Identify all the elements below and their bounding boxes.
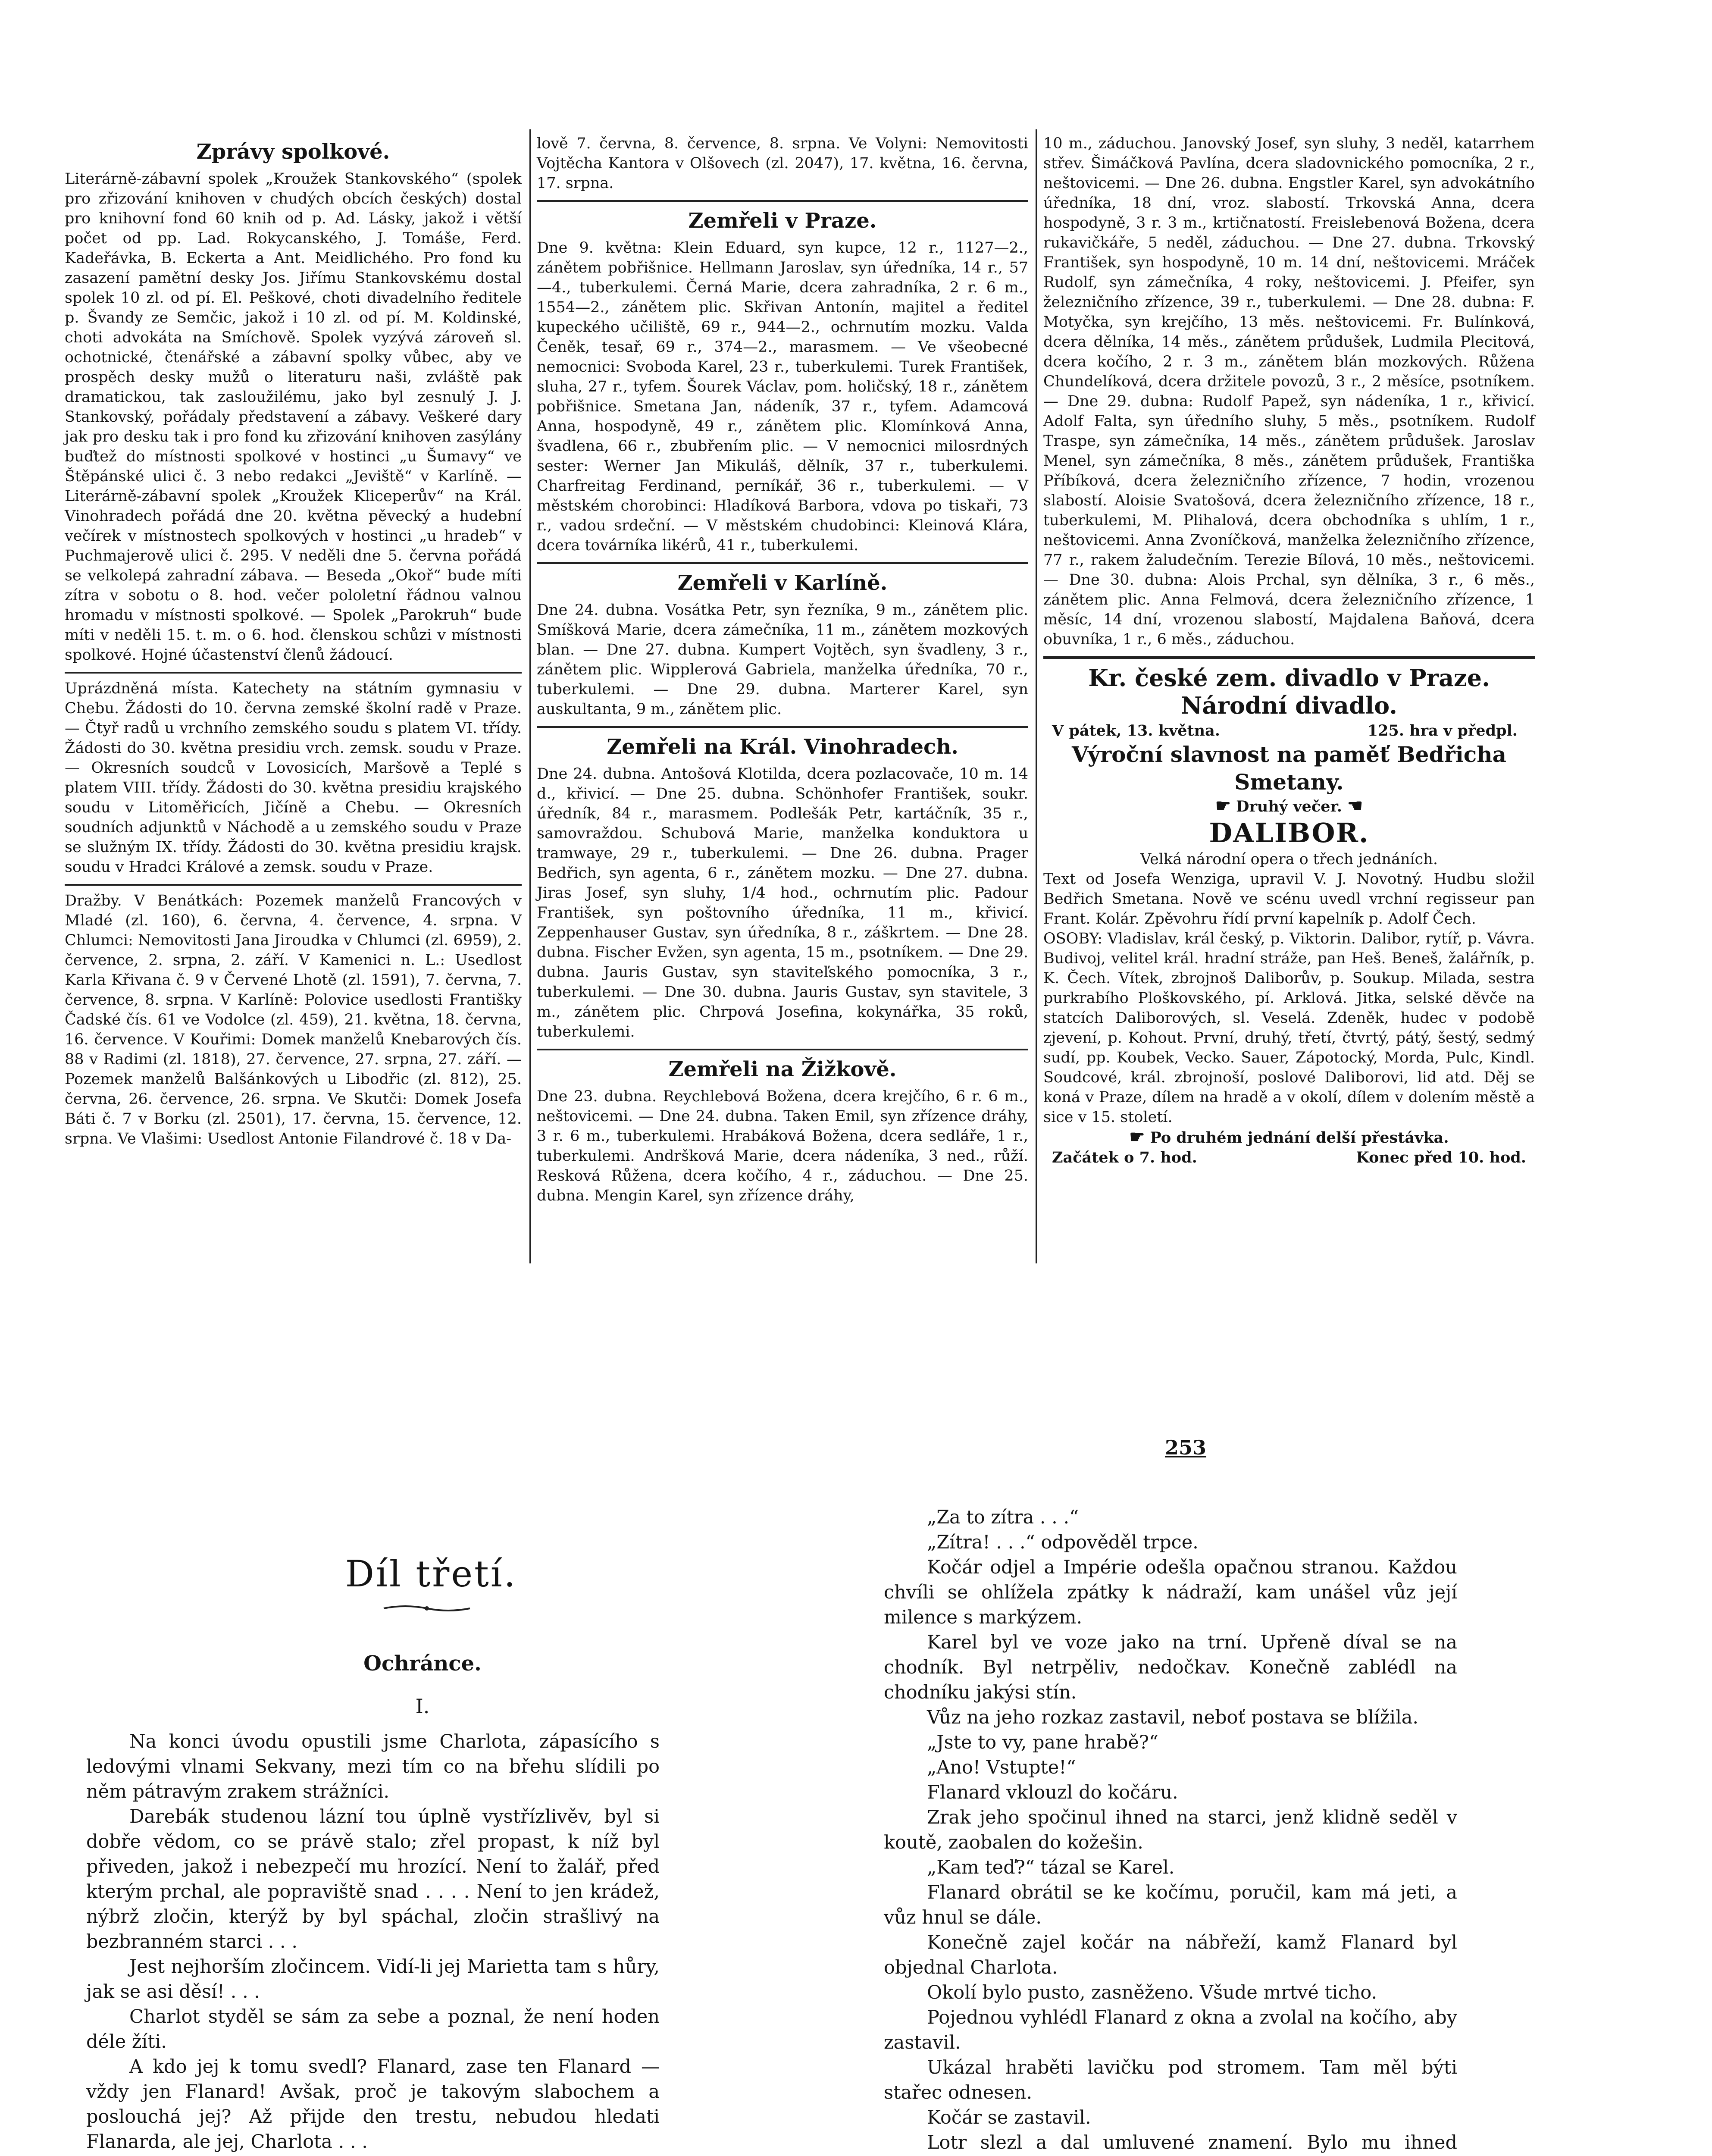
theatre-note-row	[1043, 1127, 1535, 1148]
theatre-heading: Kr. české zem. divadlo v Praze.	[1088, 664, 1490, 692]
novel-paragraph: Flanard obrátil se ke kočímu, poručil, kam má jeti, a vůz hnul se dále.	[884, 1882, 1457, 1928]
page-number: 253	[1164, 1436, 1207, 1459]
col2-heading-praha: Zemřeli v Praze.	[688, 209, 877, 233]
col1-auctions-text: Dražby. V Benátkách: Pozemek manželů Francových v Mladé (zl. 160), 6. června, 4. července, 4. srpna. V Chlumci: Nemovitosti Jana Jiroudka v Chlumci (zl. 6959), 2. července, 2. srpna, 2. září. V Kamenici n. L.: Usedlost Karla Křivana č. 9 v Červené Lhotě (zl. 1591), 7. června, 7. července, 8. srpna. V Karlíně: Polovice usedlosti Františky Čadské čís. 61 ve Vodolce (zl. 459), 21. května, 18. června, 16. července. V Kouřimi: Domek manželů Knebarových čís. 88 v Radimi (zl. 1818), 27. července, 27. srpna, 27. září. — Pozemek manželů Balšánkových u Libodřic (zl. 812), 25. června, 26. července, 26. srpna. Ve Skutči: Domek Josefa Báti č. 7 v Borku (zl. 2501), 17. června, 15. července, 12. srpna. Ve Vlašimi: Usedlost Antonie Filandrové č. 18 v Da-	[65, 892, 522, 1147]
novel-paragraph: Pojednou vyhlédl Flanard z okna a zvolal na kočího, aby zastavil.	[884, 2007, 1457, 2053]
novel-paragraph: Jest nejhorším zločincem. Vidí-li jej Marietta tam s hůry, jak se asi děsí! . . .	[86, 1956, 660, 2002]
col1-rule-2	[65, 884, 522, 886]
col3-rule-1	[1043, 656, 1535, 659]
col2-heading-vinohrady: Zemřeli na Král. Vinohradech.	[607, 735, 958, 759]
pointing-hand-icon: ☛	[1129, 1127, 1145, 1147]
col2-heading-zizkov: Zemřeli na Žižkově.	[668, 1057, 897, 1081]
col1-heading: Zprávy spolkové.	[196, 140, 390, 164]
theatre-evening: Druhý večer.	[1236, 798, 1342, 815]
column-2	[537, 134, 1028, 1206]
theatre-date-row	[1043, 719, 1535, 741]
col1-rule-1	[65, 672, 522, 674]
novel-paragraph: Flanard vklouzl do kočáru.	[927, 1782, 1178, 1803]
novel-left-column	[86, 1729, 660, 2156]
novel-paragraph: Lotr slezl a dal umluvené znamení. Bylo mu ihned	[927, 2132, 1457, 2153]
novel-paragraph: Vůz na jeho rozkaz zastavil, neboť postava se blížila.	[927, 1707, 1419, 1728]
theatre-times-row	[1043, 1148, 1535, 1168]
col1-vacancies-text: Uprázdněná místa. Katechety na státním gymnasiu v Chebu. Žádosti do 10. června zemské školní radě v Praze. — Čtyř radů u vrchního zemského soudu s platem VI. třídy. Žádosti do 30. května presidiu vrch. zemsk. soudu v Praze. — Okresních soudců v Lovosicích, Maršově a Teplé s platem VIII. třídy. Žádosti do 30. května presidiu krajského soudu v Litoměřicích, Jičíně a Chebu. — Okresních soudních adjunktů v Náchodě a u zemského soudu v Praze se služným IX. třídy. Žádosti do 30. května presidiu krajsk. soudu v Hradci Králové a zemsk. soudu v Praze.	[65, 680, 522, 876]
novel-paragraph: A kdo jej k tomu svedl? Flanard, zase ten Flanard — vždy jen Flanard! Avšak, proč je takovým slabochem a poslouchá jej? Až přijde den trestu, nebudou hledati Flanarda, ale jej, Charlota . . .	[86, 2056, 660, 2153]
novel-right-column	[884, 1505, 1457, 2156]
theatre-opera-title: DALIBOR.	[1209, 817, 1369, 849]
novel-paragraph: Kočár odjel a Impérie odešla opačnou stranou. Každou chvíli se ohlížela zpátky k nádraží, kam unášel vůz její milence s markýzem.	[884, 1557, 1457, 1628]
novel-paragraph: „Kam teď?“ tázal se Karel.	[927, 1857, 1175, 1878]
ornament-divider	[379, 1604, 474, 1613]
col2-auctions-cont: lově 7. června, 8. července, 8. srpna. Ve Volyni: Nemovitosti Vojtěcha Kantora v Olšovech (zl. 2047), 17. května, 16. června, 17. srpna.	[537, 135, 1028, 192]
novel-paragraph: „Zítra! . . .“ odpověděl trpce.	[927, 1532, 1199, 1553]
column-1	[65, 134, 522, 1149]
theatre-performance-number: 125. hra v předpl.	[1367, 722, 1518, 740]
pointing-hand-left-icon: ☚	[1347, 796, 1363, 816]
novel-paragraph: Okolí bylo pusto, zasněženo. Všude mrtvé ticho.	[927, 1982, 1377, 2003]
col3-deaths-cont: 10 m., záduchou. Janovský Josef, syn sluhy, 3 neděl, katarrhem střev. Šimáčková Pavlína, dcera sladovnického pomocníka, 2 r., neštovicemi. — Dne 26. dubna. Engstler Karel, syn advokátního úředníka, 18 dní, vroz. slabostí. Trkovská Anna, dcera hospodyně, 3 r. 3 m., krtičnatostí. Freislebenová Božena, dcera rukavičkáře, 5 neděl, záduchou. — Dne 27. dubna. Trkovský František, syn hospodyně, 10 m. 14 dní, neštovicemi. Mráček Rudolf, syn zámečníka, 4 roky, neštovicemi. J. Pfeifer, syn železničního zřízence, 39 r., tuberkulemi. — Dne 28. dubna: F. Motyčka, syn krejčího, 13 měs. neštovicemi. Fr. Bulínková, dcera dělníka, 14 měs., zánětem průdušek, Ludmila Plecitová, dcera kočího, 2 r. 3 m., zánětem blán mozkových. Růžena Chundelíková, dcera držitele povozů, 3 r., 2 měsíce, psotníkem. — Dne 29. dubna: Rudolf Papež, syn nádeníka, 1 r., křivicí. Adolf Falta, syn úředního sluhy, 5 měs., psotníkem. Rudolf Traspe, syn zámečníka, 14 měs., zánětem průdušek. Jaroslav Menel, syn zámečníka, 8 měs., zánětem průdušek, Františka Příbíková, dcera železničního zřízence, 7 hodin, vrozenou slabostí. Aloisie Svatošová, dcera železničního zřízence, 18 r., tuberkulemi, M. Plihalová, dcera obchodníka s uhlím, 1 r., neštovicemi. Anna Zvoníčková, manželka železničního zřízence, 77 r., rakem žaludečním. Terezie Bílová, 10 měs., neštovicemi. — Dne 30. dubna: Alois Prchal, syn dělníka, 3 r., 6 měs., zánětem plic. Anna Felmová, dcera železničního zřízence, 1 měsíc, 14 dní, vrozenou slabostí, Majdalena Baňová, dcera obuvníka, 1 r., 6 měs., záduchou.	[1043, 135, 1535, 648]
chapter-number: I.	[415, 1695, 430, 1718]
novel-paragraph: Kočár se zastavil.	[927, 2107, 1091, 2128]
novel-paragraph: Darebák studenou lázní tou úplně vystřízlivěv, byl si dobře vědom, co se právě stalo; zřel propast, k níž byl přiveden, jakož i nebezpečí mu hrozící. Není to žalář, před kterým prchal, ale popraviště snad . . . . Není to jen krádež, nýbrž zločin, kterýž by byl spáchal, zločin strašlivý na bezbranném starci . . .	[86, 1806, 660, 1952]
col2-deaths-zizkov: Dne 23. dubna. Reychlebová Božena, dcera krejčího, 6 r. 6 m., neštovicemi. — Dne 24. dubna. Taken Emil, syn zřízence dráhy, 3 r. 6 m., tuberkulemi. Hrabáková Božena, dcera sedláře, 1 r., tuberkulemi. Andršková Marie, dcera nádeníka, 3 ned., růží. Resková Růžena, dcera kočího, 4 r., záduchou. — Dne 25. dubna. Mengin Karel, syn zřízence dráhy,	[537, 1088, 1028, 1204]
column-divider-2	[1036, 129, 1037, 1263]
col2-heading-karlin: Zemřeli v Karlíně.	[677, 571, 888, 595]
novel-paragraph: „Ano! Vstupte!“	[927, 1757, 1076, 1778]
novel-paragraph: Zrak jeho spočinul ihned na starci, jenž klidně seděl v koutě, zaobalen do kožešin.	[884, 1807, 1457, 1853]
col2-rule-3	[537, 726, 1028, 728]
column-divider-1	[529, 129, 531, 1263]
novel-paragraph: „Jste to vy, pane hrabě?“	[927, 1732, 1158, 1753]
novel-paragraph: Charlot styděl se sám za sebe a poznal, že není hoden déle žíti.	[86, 2006, 660, 2053]
col1-clubs-text: Literárně-zábavní spolek „Kroužek Stankovského“ (spolek pro zřizování knihoven v chudých obcích českých) dostal pro knihovní fond 60 knih od p. Ad. Lásky, jakož i větší počet od pp. Lad. Rokycanského, J. Tomáše, Ferd. Kadeřávka, B. Eckerta a Ant. Meidlichého. Pro fond ku zasazení pamětní desky Jos. Jiřímu Stankovskému dostal spolek 10 zl. od pí. El. Peškové, choti divadelního ředitele p. Švandy ze Semčic, jakož i 10 zl. od pí. M. Koldinské, choti advokáta na Smíchově. Spolek vyzývá zároveň sl. ochotnické, čtenářské a zábavní spolky vůbec, aby ve prospěch desky mužů o literaturu naši, zvláště pak dramatickou, tak zasloužilému, jako byl zesnulý J. J. Stankovský, pořádaly představení a zábavy. Veškeré dary jak pro desku tak i pro fond ku zřizování knihoven zasýlány buďtež do místnosti spolkové v hostinci „u Šumavy“ ve Štěpánské ulici č. 3 nebo redakci „Jeviště“ v Karlíně. — Literárně-zábavní spolek „Kroužek Kliceperův“ na Král. Vinohradech pořádá dne 20. května pěvecký a hudební večírek v místnostech spolkových v hostinci „u hradeb“ v Puchmajerově ulici č. 295. V neděli dne 5. června pořádá se velkolepá zahradní zábava. — Beseda „Okoř“ bude míti zítra v sobotu o 8. hod. večer pololetní řádnou valnou hromadu v místnosti spolkové. — Spolek „Parokruh“ bude míti v neděli 15. t. m. o 6. hod. členskou schůzi v místnosti spolkové. Hojné účastenství členů žádoucí.	[65, 170, 522, 664]
theatre-intermission-note: Po druhém jednání delší přestávka.	[1150, 1129, 1449, 1147]
theatre-cast: OSOBY: Vladislav, král český, p. Viktorin. Dalibor, rytíř, p. Vávra. Budivoj, velitel král. hradní stráže, pan Heš. Beneš, žalářník, p. K. Čech. Vítek, zbrojnoš Daliborův, p. Soukup. Milada, sestra purkrabího Ploškovského, pí. Arklová. Jitka, selské děvče na statcích Daliborových, sl. Veselá. Zdeněk, hudec v podobě zjevení, p. Kohout. První, druhý, třetí, čtvrtý, pátý, šestý, sedmý sudí, pp. Koubek, Vecko. Sauer, Zápotocký, Morda, Pulc, Kindl. Soudcové, král. zbrojnoší, poslové Daliborovi, lid atd. Děj se koná v Praze, dílem na hradě a v okolí, dílem v dolením městě a sice v 15. století.	[1043, 930, 1535, 1126]
col2-rule-1	[537, 200, 1028, 202]
theatre-occasion: Výroční slavnost na paměť Bedřicha Smetany.	[1072, 742, 1506, 795]
theatre-credits: Text od Josefa Wenziga, upravil V. J. Novotný. Hudbu složil Bedřich Smetana. Nově ve scénu uvedl vrchní regisseur pan Frant. Kolár. Zpěvohru řídí první kapelník p. Adolf Čech.	[1043, 871, 1535, 928]
column-3	[1043, 134, 1535, 1168]
theatre-end-time: Konec před 10. hod.	[1356, 1149, 1526, 1166]
theatre-opera-description: Velká národní opera o třech jednáních.	[1140, 851, 1438, 868]
theatre-subheading: Národní divadlo.	[1181, 692, 1397, 719]
col2-deaths-praha: Dne 9. května: Klein Eduard, syn kupce, 12 r., 1127—2., zánětem pobřišnice. Hellmann Jaroslav, syn úředníka, 14 r., 57—4., tuberkulemi. Černá Marie, dcera zahradníka, 2 r. 6 m., 1554—2., zánětem plic. Skřivan Antonín, majitel a ředitel kupeckého učiliště, 69 r., 944—2., ochrnutím mozku. Valda Čeněk, tesař, 69 r., 374—2., marasmem. — Ve všeobecné nemocnici: Svoboda Karel, 23 r., tuberkulemi. Turek František, sluha, 27 r., tyfem. Šourek Václav, pom. holičský, 18 r., zánětem pobřišnice. Smetana Jan, nádeník, 37 r., tyfem. Adamcová Anna, hospodyně, 49 r., zánětem plic. Klomínková Anna, švadlena, 66 r., zbubřením plic. — V nemocnici milosrdných sester: Werner Jan Mikuláš, dělník, 37 r., tuberkulemi. Charfreitag Ferdinand, perníkář, 36 r., tuberkulemi. — V městském chorobinci: Hladíková Barbora, vdova po tiskaři, 73 r., vadou srdeční. — V městském chudobinci: Kleinová Klára, dcera továrníka likérů, 41 r., tuberkulemi.	[537, 239, 1028, 554]
theatre-day: V pátek, 13. května.	[1052, 722, 1220, 740]
novel-paragraph: „Za to zítra . . .“	[927, 1507, 1079, 1528]
novel-paragraph: Ukázal hraběti lavičku pod stromem. Tam měl býti stařec odnesen.	[884, 2057, 1457, 2103]
chapter-title: Ochránce.	[363, 1651, 482, 1676]
novel-paragraph: Na konci úvodu opustili jsme Charlota, zápasícího s ledovými vlnami Sekvany, mezi tím co na břehu slídili po něm pátravým zrakem strážníci.	[86, 1731, 660, 1802]
col2-deaths-vinohrady: Dne 24. dubna. Antošová Klotilda, dcera pozlacovače, 10 m. 14 d., křivicí. — Dne 25. dubna. Schönhofer František, soukr. úředník, 84 r., marasmem. Podlešák Petr, kartáčník, 35 r., samovraždou. Schubová Marie, manželka konduktora u tramwaye, 29 r., tuberkulemi. — Dne 26. dubna. Prager Bedřich, syn agenta, 6 r., zánětem mozku. — Dne 27. dubna. Jiras Josef, syn sluhy, 1/4 hod., ochrnutím plic. Padour František, syn poštovního úředníka, 11 m., křivicí. Zeppenhauser Gustav, syn úředníka, 8 r., záškrtem. — Dne 28. dubna. Fischer Evžen, syn agenta, 15 m., psotníkem. — Dne 29. dubna. Jauris Gustav, syn staviteľského pomocníka, 3 r., tuberkulemi. — Dne 30. dubna. Jauris Gustav, syn stavitele, 3 m., zánětem plic. Chrpová Josefina, kokynářka, 35 roků, tuberkulemi.	[537, 765, 1028, 1040]
part-title: Díl třetí.	[345, 1553, 517, 1595]
novel-paragraph	[86, 2154, 660, 2156]
theatre-evening-row	[1043, 796, 1535, 817]
col2-rule-4	[537, 1049, 1028, 1050]
theatre-start-time: Začátek o 7. hod.	[1052, 1149, 1197, 1166]
pointing-hand-icon: ☛	[1215, 796, 1231, 816]
col2-deaths-karlin: Dne 24. dubna. Vosátka Petr, syn řezníka, 9 m., zánětem plic. Smíšková Marie, dcera zámečníka, 11 m., zánětem mozkových blan. — Dne 27. dubna. Kumpert Vojtěch, syn švadleny, 3 r., zánětem plic. Wipplerová Gabriela, manželka úředníka, 70 r., tuberkulemi. — Dne 29. dubna. Marterer Karel, syn auskultanta, 9 m., zánětem plic.	[537, 602, 1028, 718]
col2-rule-2	[537, 562, 1028, 564]
novel-paragraph: Karel byl ve voze jako na trní. Upřeně díval se na chodník. Byl netrpěliv, nedočkav. Konečně zablédl na chodníku jakýsi stín.	[884, 1632, 1457, 1703]
novel-paragraph: Konečně zajel kočár na nábřeží, kamž Flanard byl objednal Charlota.	[884, 1932, 1457, 1978]
